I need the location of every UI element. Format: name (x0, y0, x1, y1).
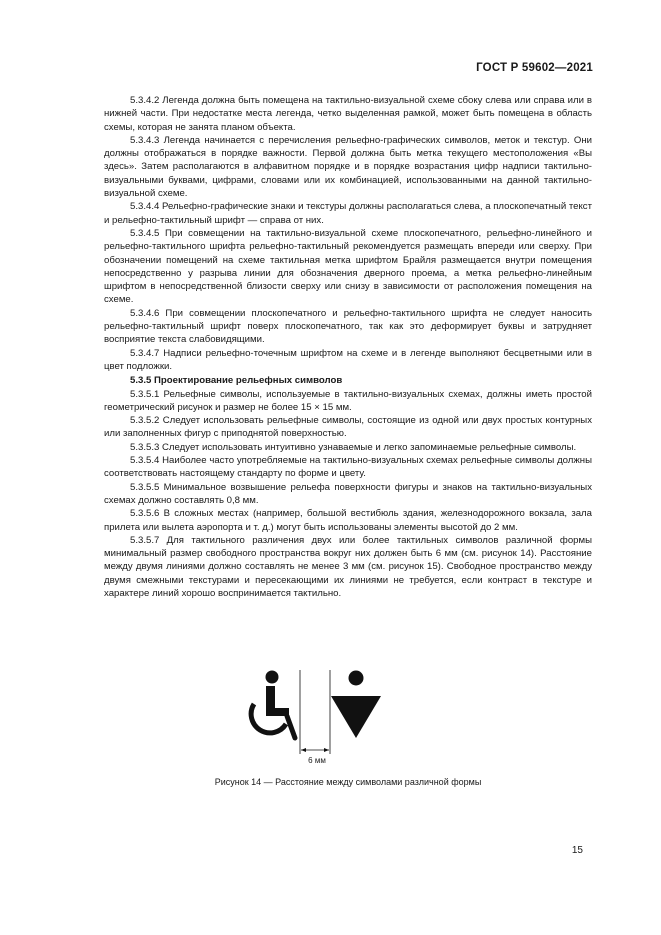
figure-14-drawing (104, 668, 592, 768)
paragraph-5-3-5-1: 5.3.5.1 Рельефные символы, используемые в тактильно-визуальных схемах, должны иметь простой геометрический рисунок и размер не более 15 × 15 мм. (104, 388, 592, 413)
paragraph-5-3-4-3: 5.3.4.3 Легенда начинается с перечисления рельефно-графических символов, меток и текстур. Они должны отображаться в порядке важности. Первой должна быть метка текущего местоположения «Вы здесь». Затем располагаются в алфавитном порядке и в порядке возрастания цифр надписи тактильно-визуальными буквами, цифрами, словами или их комбинацией, использованными на данной тактильно-визуальной схеме. (104, 134, 592, 200)
triangle-head (349, 671, 364, 686)
dimension-arrow-left (301, 748, 306, 752)
figure-14 (104, 668, 592, 778)
page-number: 15 (571, 845, 583, 856)
figure-caption: Рисунок 14 — Расстояние между символами различной формы (214, 777, 482, 787)
paragraph-5-3-5-3: 5.3.5.3 Следует использовать интуитивно узнаваемые и легко запоминаемые рельефные символы. (130, 441, 577, 453)
paragraph-5-3-5-6: 5.3.5.6 В сложных местах (например, большой вестибюль здания, железнодорожного вокзала, зала прилета или вылета аэропорта и т. д.) могут быть использованы элементы высотой до 2 мм. (104, 508, 592, 533)
paragraph-5-3-5-5: 5.3.5.5 Минимальное возвышение рельефа поверхности фигуры и знаков на тактильно-визуальных схемах должно составлять 0,8 мм. (104, 481, 592, 506)
paragraph-5-3-5-2: 5.3.5.2 Следует использовать рельефные символы, состоящие из одной или двух простых контурных или заполненных фигур с приподнятой поверхностью. (104, 415, 592, 440)
section-heading-5-3-5: 5.3.5 Проектирование рельефных символов (130, 375, 343, 387)
paragraph-5-3-4-5: 5.3.4.5 При совмещении на тактильно-визуальной схеме плоскопечатного, рельефно-линейного и рельефно-тактильного шрифта рельефно-тактильный рекомендуется размещать впереди или сверху. При обозначении помещений на схеме тактильная метка шрифтом Брайля размещается внутри помещения непосредственно у разрыва линии для обозначения дверного проема, а метка рельефно-линейным шрифтом в непосредственной близости сверху или снизу в зависимости от расположения помещения на схеме. (104, 227, 592, 306)
dimension-arrow-right (324, 748, 329, 752)
wheelchair-icon (251, 671, 295, 739)
body-text (104, 94, 592, 600)
paragraph-5-3-5-4: 5.3.5.4 Наиболее часто употребляемые на тактильно-визуальных схемах рельефные символы должны соответствовать настоящему стандарту по форме и цвету. (104, 455, 592, 480)
triangle-down-icon (331, 696, 381, 738)
paragraph-5-3-4-4: 5.3.4.4 Рельефно-графические знаки и текстуры должны располагаться слева, а плоскопечатный текст и рельефно-тактильный шрифт — справа от них. (104, 201, 592, 226)
paragraph-5-3-4-6: 5.3.4.6 При совмещении плоскопечатного и рельефно-тактильного шрифта не следует наносить рельефно-тактильный шрифт поверх плоскопечатного, так как это деформирует буквы и затрудняет восприятие текста слабовидящими. (104, 307, 592, 346)
paragraph-5-3-4-7: 5.3.4.7 Надписи рельефно-точечным шрифтом на схеме и в легенде выполняют бесцветными или в цвет подложки. (104, 347, 592, 372)
paragraph-5-3-5-7: 5.3.5.7 Для тактильного различения двух или более тактильных символов различной формы минимальный размер свободного пространства вокруг них должен быть 6 мм (см. рисунок 14). Расстояние между двумя линиями должно составлять не менее 3 мм (см. рисунок 15). Свободное пространство между двумя смежными текстурами и пересекающими их линиями не требуется, если контраст в текстуре и характере линий хорошо воспринимается тактильно. (104, 534, 592, 599)
paragraph-5-3-4-2: 5.3.4.2 Легенда должна быть помещена на тактильно-визуальной схеме сбоку слева или справа или в нижней части. При недостатке места легенда, четко выделенная рамкой, может быть помещена в область схемы, которая не занята планом объекта. (104, 95, 592, 133)
dimension-label: 6 мм (308, 756, 326, 765)
document-code: ГОСТ Р 59602—2021 (476, 62, 593, 74)
